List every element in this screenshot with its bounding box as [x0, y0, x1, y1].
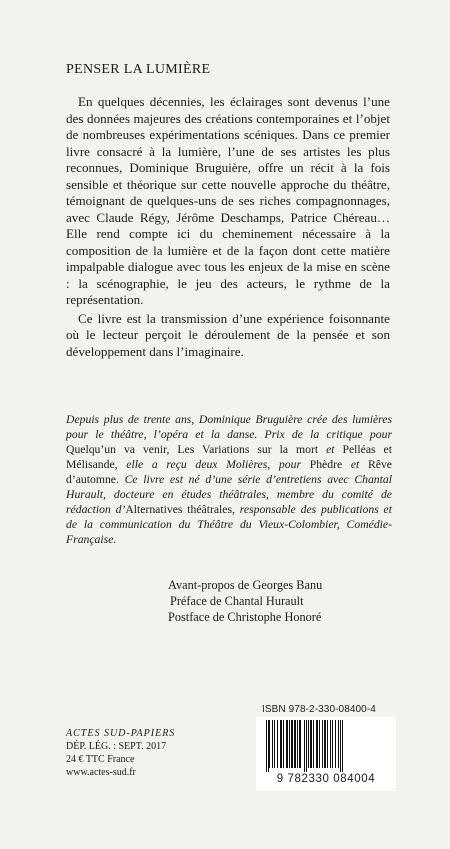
barcode-bar: [269, 720, 270, 768]
price: 24 € TTC France: [66, 754, 135, 765]
barcode-bar: [335, 720, 336, 768]
barcode-bar: [308, 720, 309, 768]
barcode-bar: [283, 720, 284, 768]
bio-text: elle a reçu deux Molières, pour: [117, 458, 310, 471]
barcode-bar: [332, 720, 333, 768]
barcode-bar: [324, 720, 326, 768]
barcode-bar: [289, 720, 290, 768]
barcode-bar: [299, 720, 301, 768]
barcode-bar: [310, 720, 312, 768]
bio-text: Depuis plus de trente ans, Dominique Bruguière crée des lumières pour le théâtre, l’opéra et la danse. Prix de la critique pour: [66, 413, 392, 441]
barcode-bar: [322, 720, 323, 768]
publisher-info: [66, 727, 175, 779]
barcode-bar: [297, 720, 298, 768]
work-title: Pelléas et Mélisande,: [66, 443, 392, 471]
summary-paragraph-2: Ce livre est la transmission d’une expérience foisonnante où le lecteur perçoit le déroulement de la pensée et son développement dans l’imaginaire.: [66, 310, 390, 359]
barcode-bar: [330, 720, 331, 768]
work-title: Quelqu’un va venir, Les Variations sur la mort: [66, 443, 319, 456]
barcode-bar: [274, 720, 275, 768]
credits: [168, 577, 322, 625]
credit-preface: Préface de Chantal Hurault: [170, 594, 304, 608]
credit-afterword: Postface de Christophe Honoré: [168, 610, 322, 624]
credit-foreword: Avant-propos de Georges Banu: [168, 578, 323, 592]
barcode-bars: [264, 720, 388, 772]
barcode-bar: [304, 720, 305, 772]
barcode: [256, 717, 396, 791]
barcode-bar: [316, 720, 318, 768]
barcode-bar: [306, 720, 307, 772]
bio-text: responsable des publications et de la communication du Théâtre du Vieux-Colombier, Comédie-Française.: [66, 503, 392, 546]
barcode-bar: [291, 720, 293, 768]
barcode-digits: 9 782330 084004: [276, 773, 376, 785]
barcode-bar: [313, 720, 314, 768]
barcode-bar: [268, 720, 269, 772]
work-title: Phèdre: [309, 458, 343, 471]
summary-text: [66, 94, 390, 360]
journal-title: Alternatives théâtrales,: [125, 503, 235, 516]
barcode-bar: [266, 720, 267, 772]
author-bio: [66, 412, 392, 547]
bio-text: et: [318, 443, 343, 456]
bio-text: et: [342, 458, 368, 471]
bio-text: Ce livre est né d’une série d’entretiens avec Chantal Hurault, docteure en études théâtrales, membre du comité de rédaction d’: [66, 473, 392, 516]
barcode-bar: [277, 720, 278, 768]
isbn-label: ISBN 978-2-330-08400-4: [262, 704, 376, 715]
work-title: Rêve d’automne.: [66, 458, 392, 486]
publisher-website: www.actes-sud.fr: [66, 767, 136, 778]
page-title: PENSER LA LUMIÈRE: [66, 62, 211, 77]
barcode-bar: [272, 720, 273, 768]
barcode-bar: [294, 720, 296, 768]
publisher-logo: ACTES SUD-PAPIERS: [66, 728, 176, 739]
barcode-bar: [340, 720, 341, 772]
barcode-bar: [319, 720, 320, 768]
barcode-bar: [338, 720, 339, 768]
barcode-bar: [286, 720, 288, 768]
barcode-bar: [280, 720, 282, 768]
barcode-bar: [342, 720, 343, 772]
summary-paragraph-1: En quelques décennies, les éclairages sont devenus l’une des données majeures des créations contemporaines et l’objet de nombreuses expérimentations scéniques. Dans ce premier livre consacré à la lumière, l’une de ses artistes les plus reconnues, Dominique Bruguière, offre un récit à la fois sensible et théorique sur cette nouvelle approche du théâtre, témoignant de quelques-uns de ses riches compagnonnages, avec Claude Régy, Jérôme Deschamps, Patrice Chéreau… Elle rend compte ici du cheminement nécessaire à la composition de la lumière et de la façon dont cette matière impalpable dialogue avec tous les enjeux de la mise en scène : la scénographie, le jeu des acteurs, le rythme de la représentation.: [66, 94, 390, 307]
legal-deposit: DÉP. LÉG. : SEPT. 2017: [66, 741, 167, 752]
barcode-bar: [327, 720, 328, 768]
